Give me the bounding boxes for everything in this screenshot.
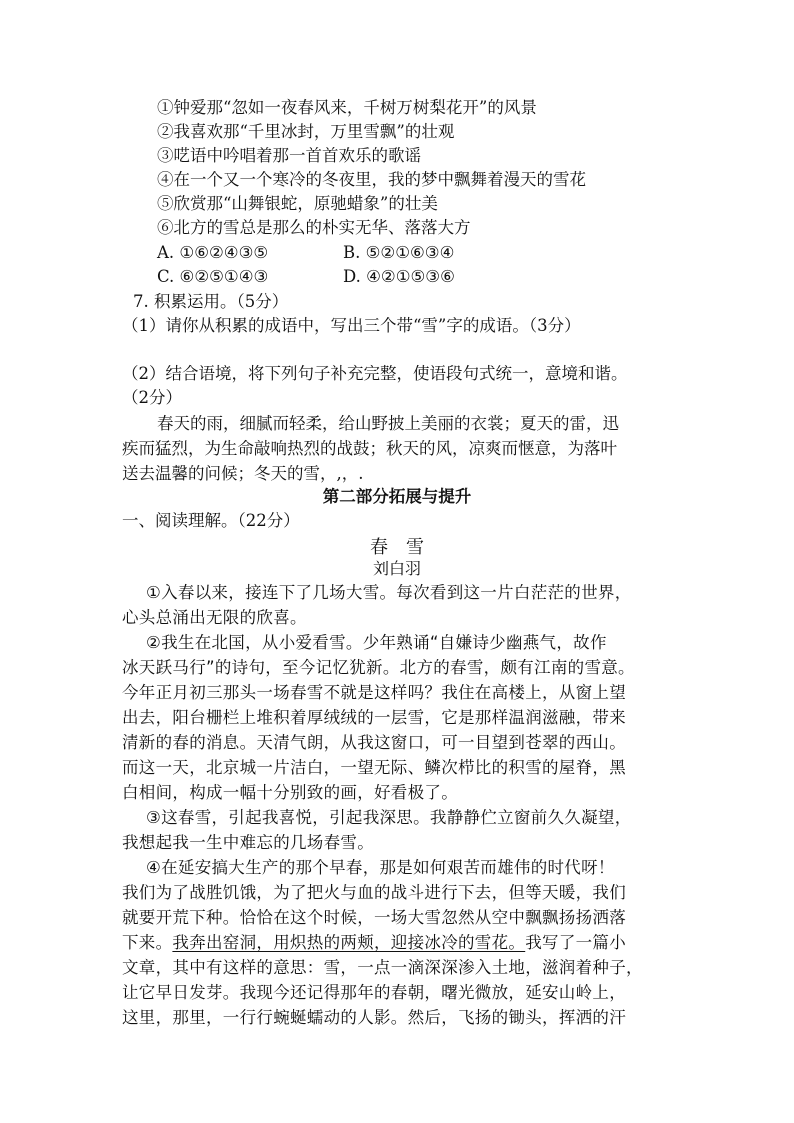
paragraph-line: 就要开荒下种。恰恰在这个时候，一场大雪忽然从空中飘飘扬扬洒落 <box>122 908 626 927</box>
paragraph-line: 今年正月初三那头一场春雪不就是这样吗？我住在高楼上，从窗上望 <box>122 683 626 702</box>
paragraph-line: ②我生在北国，从小爱看雪。少年熟诵“自嫌诗少幽燕气，故作 <box>146 633 607 652</box>
option-b: B. ⑤②①⑥③④ <box>343 243 455 262</box>
paragraph-line: 心头总涌出无限的欣喜。 <box>122 608 307 627</box>
passage-line-3: 送去温馨的问候；冬天的雪，,，. <box>122 464 364 483</box>
passage-line-2: 疾而猛烈，为生命敲响热烈的战鼓；秋天的风，凉爽而惬意，为落叶 <box>122 439 617 458</box>
paragraph-line: 这里，那里，一行行蜿蜒蠕动的人影。然后，飞扬的锄头，挥洒的汗 <box>122 1008 626 1027</box>
sentence-2: ②我喜欢那“千里冰封，万里雪飘”的壮观 <box>157 122 455 141</box>
part-2-heading: 第二部分拓展与提升 <box>322 487 472 506</box>
question-7-1: （1）请你从积累的成语中，写出三个带“雪”字的成语。（3分） <box>122 316 581 335</box>
sentence-4: ④在一个又一个寒冷的冬夜里，我的梦中飘舞着漫天的雪花 <box>157 170 586 189</box>
paragraph-line: 我们为了战胜饥饿，为了把火与血的战斗进行下去，但等天暖，我们 <box>122 883 626 902</box>
sentence-1: ①钟爱那“忽如一夜春风来，千树万树梨花开”的风景 <box>157 98 537 117</box>
option-c: C. ⑥②⑤①④③ <box>157 267 269 286</box>
paragraph-line: 文章，其中有这样的意思：雪，一点一滴深深渗入土地，滋润着种子， <box>122 958 643 977</box>
text-segment: 下来。 <box>122 933 173 952</box>
paragraph-line: ③这春雪，引起我喜悦，引起我深思。我静静伫立窗前久久凝望， <box>146 808 632 827</box>
option-d: D. ④②①⑤③⑥ <box>343 267 455 286</box>
paragraph-line: ④在延安搞大生产的那个早春，那是如何艰苦而雄伟的时代呀！ <box>146 858 615 877</box>
paragraph-line: ①入春以来，接连下了几场大雪。每次看到这一片白茫茫的世界， <box>146 583 632 602</box>
paragraph-line: 让它早日发芽。我现今还记得那年的春朝，曙光微放，延安山岭上， <box>122 983 626 1002</box>
question-7-2-line1: （2）结合语境，将下列句子补充完整，使语段句式统一，意境和谐。 <box>122 364 628 383</box>
question-7-2-line2: （2分） <box>122 388 182 407</box>
text-segment: 我写了一篇小 <box>525 933 627 952</box>
sentence-5: ⑤欣赏那“山舞银蛇，原驰蜡象”的壮美 <box>157 194 438 213</box>
paragraph-line: 出去，阳台栅栏上堆积着厚绒绒的一层雪，它是那样温润滋融，带来 <box>122 708 626 727</box>
passage-line-1: 春天的雨，细腻而轻柔，给山野披上美丽的衣裳；夏天的雷，迅 <box>157 414 619 433</box>
option-a: A. ①⑥②④③⑤ <box>157 243 269 262</box>
question-7-title: 7. 积累运用。（5分） <box>133 292 289 311</box>
section-reading: 一、阅读理解。（22分） <box>122 511 300 530</box>
paragraph-line: 冰天跃马行”的诗句，至今记忆犹新。北方的春雪，颇有江南的雪意。 <box>122 658 635 677</box>
paragraph-line: 白相间，构成一幅十分别致的画，好看极了。 <box>122 783 458 802</box>
article-author: 刘白羽 <box>372 559 421 578</box>
article-title: 春 雪 <box>370 537 424 558</box>
paragraph-line: 而这一天，北京城一片洁白，一望无际、鳞次栉比的积雪的屋脊，黑 <box>122 758 626 777</box>
paragraph-line: 我想起我一生中难忘的几场春雪。 <box>122 833 374 852</box>
underlined-sentence: 我奔出窑洞，用炽热的两颊，迎接冰冷的雪花。 <box>172 933 526 952</box>
paragraph-line-underlined <box>122 932 626 954</box>
paragraph-line: 清新的春的消息。天清气朗，从我这窗口，可一目望到苍翠的西山。 <box>122 733 626 752</box>
sentence-3: ③呓语中吟唱着那一首首欢乐的歌谣 <box>157 146 421 165</box>
sentence-6: ⑥北方的雪总是那么的朴实无华、落落大方 <box>157 218 471 237</box>
